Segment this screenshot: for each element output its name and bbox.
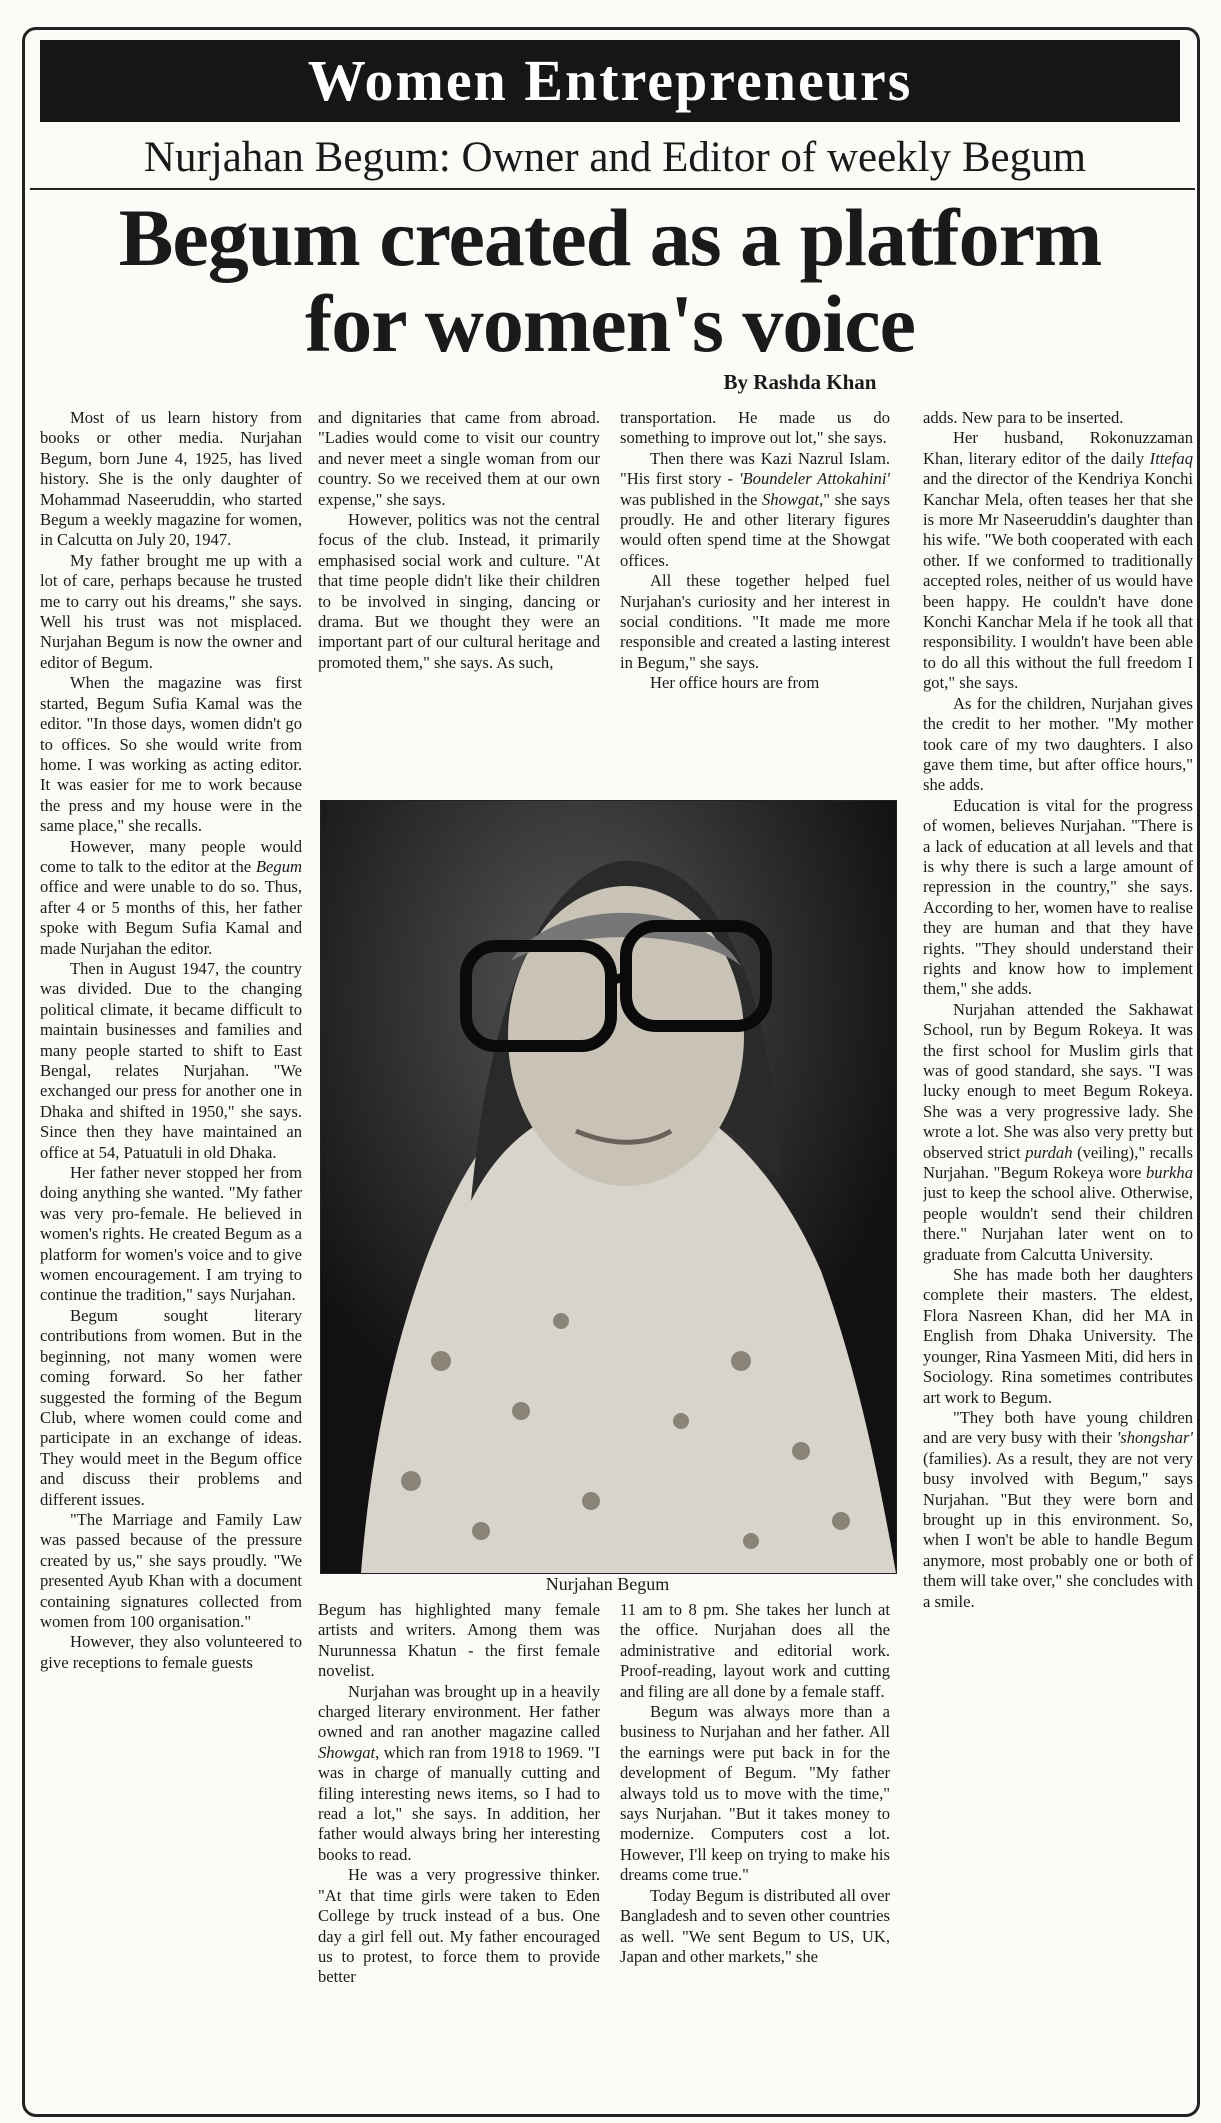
section-banner: Women Entrepreneurs xyxy=(40,40,1180,122)
article-column-2-bottom: Begum has highlighted many female artists and writers. Among them was Nurunnessa Khatun - the first female novelist. Nurjahan was brought up in a heavily charged literary environment. Her father owned and ran another magazine called Showgat, which ran from 1918 to 1969. "I was in charge of manually cutting and filing interesting news items, so I had to read a lot," she says. In addition, her father would always bring her interesting books to read. He was a very progressive thinker. "At that time girls were taken to Eden College by truck instead of a bus. One day a girl fell out. My father encouraged us to protest, to force them to provide better xyxy=(318,1600,600,1987)
article-column-3-bottom: 11 am to 8 pm. She takes her lunch at the office. Nurjahan does all the administrative and editorial work. Proof-reading, layout work and cutting and filing are all done by a female staff. Begum was always more than a business to Nurjahan and her father. All the earnings were put back in for the development of Begum. "My father always told us to move with the time," says Nurjahan. "But it takes money to modernize. Computers cost a lot. However, I'll keep on trying to make his dreams come true." Today Begum is distributed all over Bangladesh and to seven other countries as well. "We sent Begum to US, UK, Japan and other markets," she xyxy=(620,1600,890,1966)
headline-line-2: for women's voice xyxy=(304,278,915,369)
photo-caption: Nurjahan Begum xyxy=(545,1574,670,1594)
byline: By Rashda Khan xyxy=(723,370,877,394)
article-column-4: adds. New para to be inserted. Her husband, Rokonuzzaman Khan, literary editor of the daily Ittefaq and the director of the Kendriya Konchi Kanchar Mela, often teases her that she is more Mr Naseeruddin's daughter than his wife. "We both cooperated with each other. If we conformed to traditionally accepted roles, neither of us would have been happy. He couldn't have done Konchi Kanchar Mela if he took all that responsibility. I wouldn't have been able to do all this without the full freedom I got," she says. As for the children, Nurjahan gives the credit to her mother. "My mother took care of my two daughters. I also gave them time, but after office hours," she adds. Education is vital for the progress of women, believes Nurjahan. "There is a lack of education at all levels and that is why there is such a large amount of repression in the country," she says. According to her, women have to realise they are human and that they have rights. "They should understand their rights and know how to implement them," she adds. Nurjahan attended the Sakhawat School, run by Begum Rokeya. It was the first school for Muslim girls that was of good standard, she says. "I was lucky enough to meet Begum Rokeya. She was a very progressive lady. She wrote a lot. She was also very pretty but observed strict purdah (veiling)," recalls Nurjahan. "Begum Rokeya wore burkha just to keep the school alive. Otherwise, people wouldn't send their children there." Nurjahan later went on to graduate from Calcutta University. She has made both her daughters complete their masters. The eldest, Flora Nasreen Khan, did her MA in English from Dhaka University. The younger, Rina Yasmeen Miti, did hers in Sociology. Rina sometimes contributes art work to Begum. "They both have young children and are very busy with their 'shongshar' (families). As a result, they are not very busy involved with Begum," says Nurjahan. "But they were born and brought up in this environment. So, when I won't be able to handle Begum anymore, most probably one or both of them will take over," she concludes with a smile. xyxy=(923,408,1193,1611)
article-column-2-top: and dignitaries that came from abroad. "Ladies would come to visit our country and never meet a single woman from our country. So we received them at our own expense," she says. However, politics was not the central focus of the club. Instead, it primarily emphasised social work and culture. "At that time people didn't like their children to be involved in singing, dancing or drama. But we thought they were an important part of our cultural heritage and promoted them," she says. As such, xyxy=(318,408,600,672)
article-column-1: Most of us learn history from books or other media. Nurjahan Begum, born June 4, 1925, has lived history. She is the only daughter of Mohammad Naseeruddin, who started Begum a weekly magazine for women, in Calcutta on July 20, 1947. My father brought me up with a lot of care, perhaps because he trusted me to carry out his dreams," she says. Well his trust was not misplaced. Nurjahan Begum is now the owner and editor of Begum. When the magazine was first started, Begum Sufia Kamal was the editor. "In those days, women didn't go to offices. So she would write from home. I was working as acting editor. It was easier for me to work because the press and my house were in the same place," she recalls. However, many people would come to talk to the editor at the Begum office and were unable to do so. Thus, after 4 or 5 months of this, her father spoke with Begum Sufia Kamal and made Nurjahan the editor. Then in August 1947, the country was divided. Due to the changing political climate, it became difficult to maintain businesses and families and many people started to shift to East Bengal, relates Nurjahan. "We exchanged our press for another one in Dhaka and shifted in 1950," she says. Since then they have maintained an office at 54, Patuatuli in old Dhaka. Her father never stopped her from doing anything she wanted. "My father was very pro-female. He believed in women's rights. He created Begum as a platform for women's voice and to give women encouragement. I am trying to continue the tradition," says Nurjahan. Begum sought literary contributions from women. But in the beginning, not many women were coming forward. So her father suggested the forming of the Begum Club, where women could come and participate in an exchange of ideas. They would meet in the Begum office and discuss their problems and different issues. "The Marriage and Family Law was passed because of the pressure created by us," she says proudly. "We presented Ayub Khan with a document containing signatures collected from women from 100 organisation." However, they also volunteered to give receptions to female guests xyxy=(40,408,302,1672)
headline-line-1: Begum created as a platform xyxy=(118,192,1102,283)
headline xyxy=(40,192,1180,369)
divider-rule xyxy=(30,188,1195,190)
portrait-image xyxy=(321,801,896,1573)
article-subtitle: Nurjahan Begum: Owner and Editor of weekly Begum xyxy=(143,134,1087,181)
article-column-3-top: transportation. He made us do something to improve out lot," she says. Then there was Kazi Nazrul Islam. "His first story - 'Boundeler Attokahini' was published in the Showgat," she says proudly. He and other literary figures would often spend time at the Showgat offices. All these together helped fuel Nurjahan's curiosity and her interest in social conditions. "It made me more responsible and created a lasting interest in Begum," she says. Her office hours are from xyxy=(620,408,890,693)
portrait-photo xyxy=(320,800,897,1574)
